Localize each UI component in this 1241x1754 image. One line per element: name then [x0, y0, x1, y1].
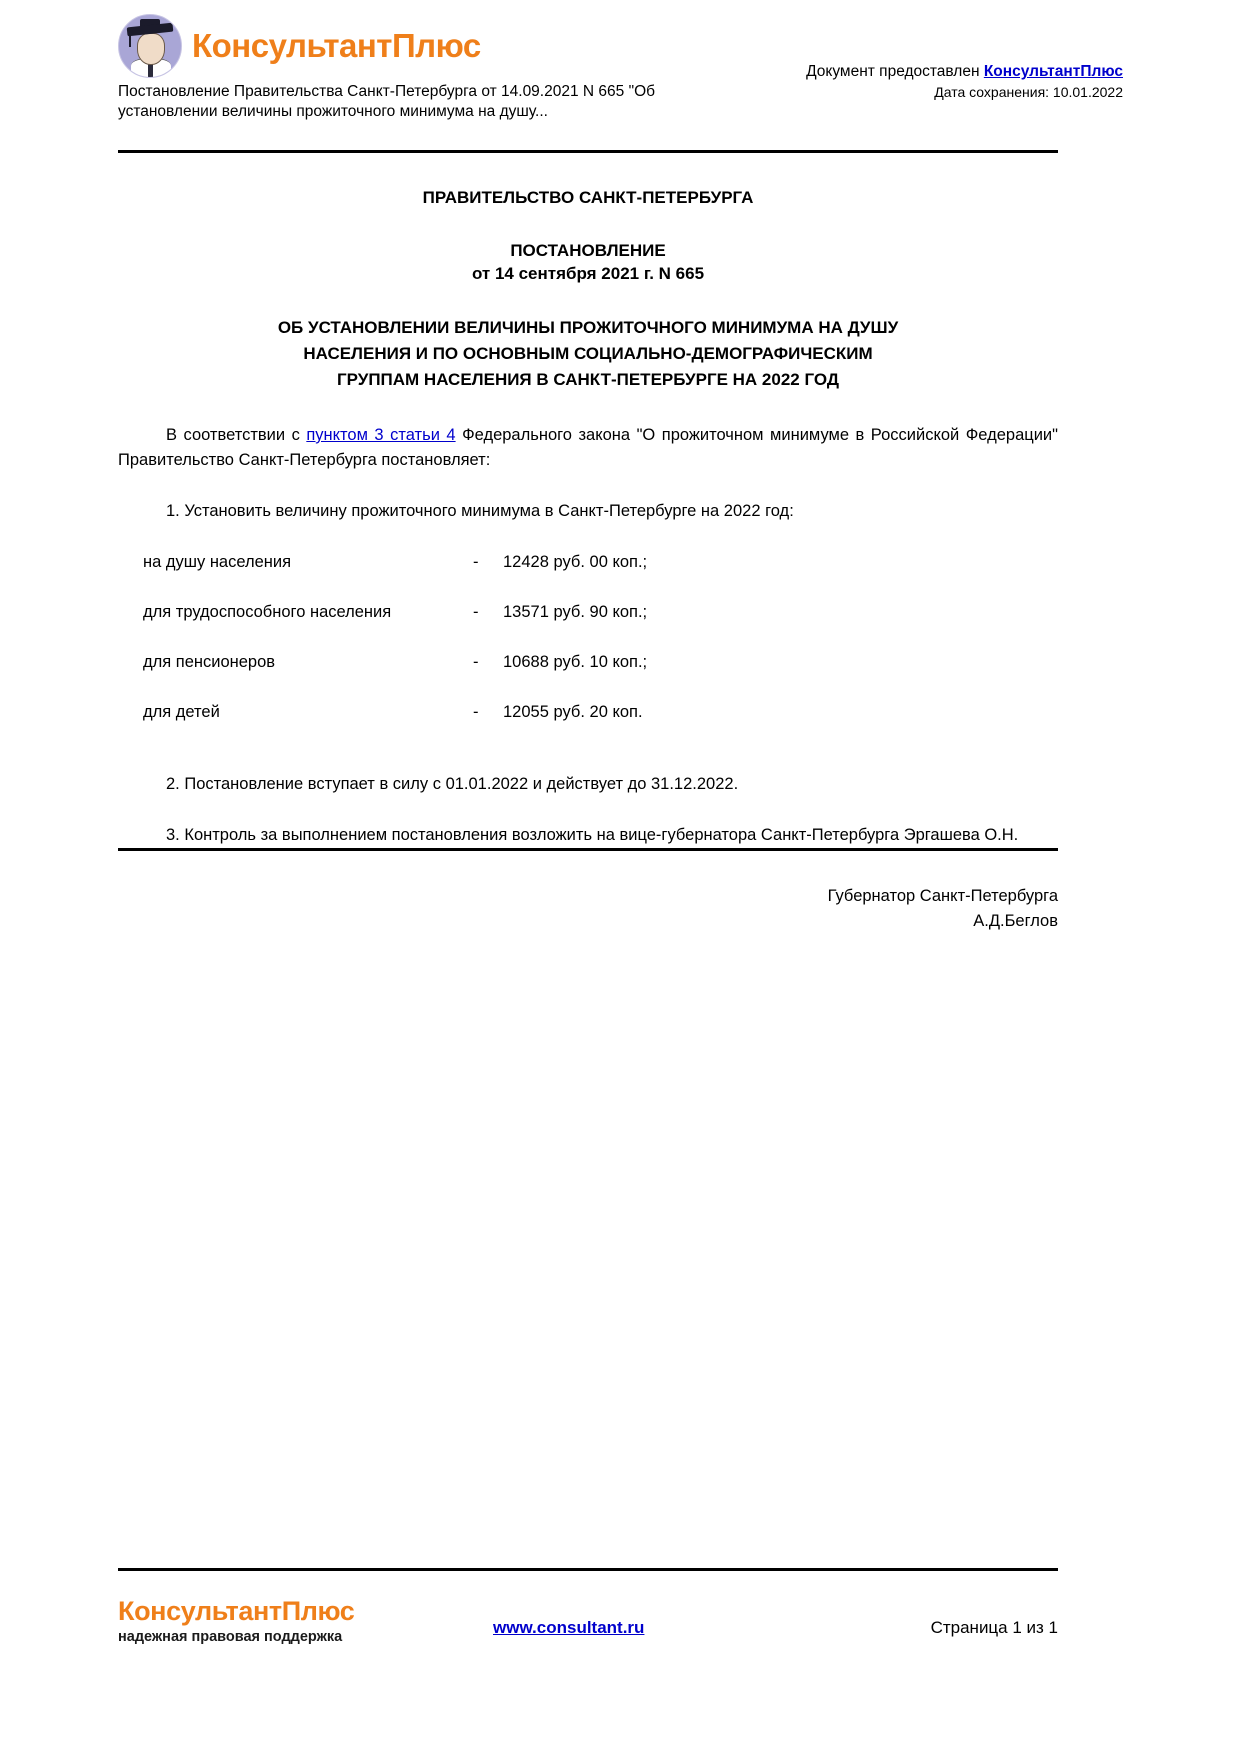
clause-2-paragraph: 2. Постановление вступает в силу с 01.01.2022 и действует до 31.12.2022. — [166, 775, 739, 793]
amount-label: для детей — [143, 703, 220, 721]
clause-3-paragraph: 3. Контроль за выполнением постановления возложить на вице-губернатора Санкт-Петербурга Эргашева О.Н. — [166, 826, 1019, 844]
consultant-website-link[interactable]: www.consultant.ru — [493, 1618, 645, 1637]
amount-row — [118, 600, 1058, 624]
footer-brand-tagline: надежная правовая поддержка — [118, 1629, 343, 1645]
signatory-name: А.Д.Беглов — [973, 912, 1058, 930]
amount-value: 13571 руб. 90 коп.; — [503, 603, 648, 621]
document-content — [118, 186, 1058, 934]
document-date-number: от 14 сентября 2021 г. N 665 — [471, 264, 705, 283]
signature-block — [118, 884, 1058, 934]
document-subject — [118, 315, 1058, 393]
saved-date: Дата сохранения: 10.01.2022 — [934, 84, 1123, 100]
consultant-plus-logo — [118, 14, 678, 78]
amount-row — [118, 700, 1058, 724]
header-divider — [118, 150, 1058, 153]
amount-label: на душу населения — [143, 553, 292, 571]
content-bottom-divider — [118, 848, 1058, 851]
document-type: ПОСТАНОВЛЕНИЕ — [510, 241, 666, 260]
authority-title: ПРАВИТЕЛЬСТВО САНКТ-ПЕТЕРБУРГА — [422, 188, 754, 207]
amount-value: 12428 руб. 00 коп.; — [503, 553, 648, 571]
clause-1-paragraph: 1. Установить величину прожиточного минимума в Санкт-Петербурге на 2022 год: — [166, 502, 794, 520]
amount-label: для пенсионеров — [143, 653, 276, 671]
page-footer — [118, 1596, 1058, 1666]
header-right-block — [663, 62, 1123, 102]
brand-wordmark: КонсультантПлюс — [192, 27, 481, 64]
amount-row — [118, 650, 1058, 674]
graduate-avatar-icon — [118, 14, 182, 78]
amount-value: 10688 руб. 10 коп.; — [503, 653, 648, 671]
amount-dash: - — [473, 703, 479, 721]
consultant-plus-link[interactable]: КонсультантПлюс — [983, 63, 1123, 80]
provided-by-label: Документ предоставлен — [806, 63, 984, 80]
amounts-list — [118, 550, 1058, 724]
footer-logo — [118, 1596, 354, 1647]
document-caption: Постановление Правительства Санкт-Петербурга от 14.09.2021 N 665 "Об установлении величины прожиточного минимума на душу... — [118, 83, 656, 120]
preamble-paragraph — [118, 423, 1058, 473]
amount-label: для трудоспособного населения — [143, 603, 392, 621]
subject-line-2: НАСЕЛЕНИЯ И ПО ОСНОВНЫМ СОЦИАЛЬНО-ДЕМОГРАФИЧЕСКИМ — [303, 344, 873, 363]
subject-line-3: ГРУППАМ НАСЕЛЕНИЯ В САНКТ-ПЕТЕРБУРГЕ НА 2022 ГОД — [337, 370, 839, 389]
footer-brand-wordmark: КонсультантПлюс — [118, 1596, 355, 1626]
footer-url — [493, 1618, 644, 1638]
signatory-position: Губернатор Санкт-Петербурга — [827, 887, 1058, 905]
provided-by-line — [663, 62, 1123, 81]
footer-divider — [118, 1568, 1058, 1571]
header-left-block — [118, 14, 678, 122]
federal-law-article-link[interactable]: пунктом 3 статьи 4 — [306, 426, 456, 444]
amount-dash: - — [473, 603, 479, 621]
amount-dash: - — [473, 653, 479, 671]
subject-line-1: ОБ УСТАНОВЛЕНИИ ВЕЛИЧИНЫ ПРОЖИТОЧНОГО МИНИМУМА НА ДУШУ — [277, 318, 899, 337]
preamble-text-after: Федерального закона "О прожиточном минимуме в Российской Федерации" Правительство Санкт-Петербурга постановляет: — [118, 426, 1058, 469]
amount-value: 12055 руб. 20 коп. — [503, 703, 643, 721]
amount-row — [118, 550, 1058, 574]
preamble-text-before: В соответствии с — [166, 426, 307, 444]
amount-dash: - — [473, 553, 479, 571]
page-number: Страница 1 из 1 — [930, 1618, 1058, 1637]
